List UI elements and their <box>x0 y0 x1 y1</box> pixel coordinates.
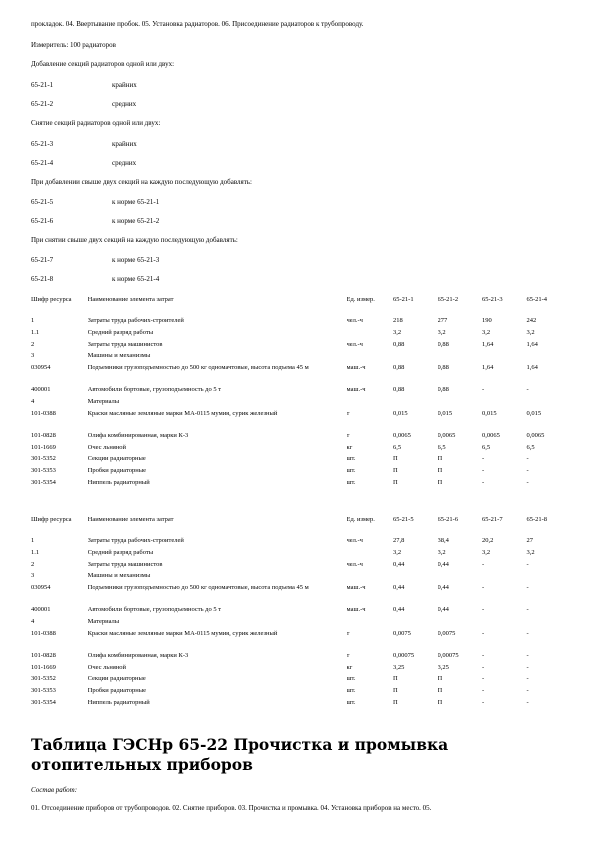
value-cell: 0,0075 <box>437 629 456 637</box>
resource-table-2 <box>31 516 571 711</box>
composition-line: 01. Отсоединение приборов от трубопроводов. 02. Снятие приборов. 03. Прочистка и промывка. 04. Установка приборов на место. 05. <box>31 804 432 812</box>
value-cell: - <box>526 584 529 592</box>
value-cell <box>438 352 482 364</box>
value-cell: - <box>526 675 529 683</box>
value-cell <box>393 398 437 410</box>
value-cell: - <box>526 467 529 475</box>
value-cell: 0,88 <box>393 364 405 372</box>
header-cell: 65-21-6 <box>437 516 459 523</box>
norm-description: средних <box>112 159 137 167</box>
unit-cell: чел.-ч <box>346 537 363 544</box>
table-row <box>31 664 571 676</box>
unit-cell: чел.-ч <box>346 317 363 324</box>
value-cell: - <box>481 478 485 486</box>
unit-cell: шт. <box>346 467 356 475</box>
resource-code-cell: 3 <box>31 352 35 360</box>
unit-cell: шт. <box>346 698 356 706</box>
table-row <box>31 618 571 630</box>
table-row <box>31 455 571 467</box>
resource-name-cell: Затраты труда рабочих-строителей <box>87 537 184 544</box>
value-cell: - <box>481 584 485 592</box>
resource-name-cell: Олифа комбинированная, марки К-3 <box>87 651 189 659</box>
value-cell: 0,44 <box>393 606 405 614</box>
table-row <box>31 675 571 687</box>
value-cell: - <box>526 687 529 695</box>
resource-name-cell: Олифа комбинированная, марки К-3 <box>87 431 189 439</box>
value-cell: П <box>437 687 443 695</box>
resource-name-cell: Затраты труда рабочих-строителей <box>87 317 184 324</box>
value-cell: - <box>526 386 529 394</box>
unit-cell <box>347 572 394 584</box>
header-cell: Наименование элемента затрат <box>87 516 174 523</box>
norm-code: 65-21-8 <box>31 275 54 283</box>
resource-code-cell: 101-1669 <box>31 663 56 671</box>
unit-cell <box>347 352 394 364</box>
value-cell: 218 <box>393 317 403 324</box>
resource-name-cell: Подъемники грузоподъемностью до 500 кг одномачтовые, высота подъема 45 м <box>87 364 309 372</box>
unit-cell: т <box>346 651 350 659</box>
value-cell: 6,5 <box>526 443 535 451</box>
value-cell: 0,0065 <box>393 431 411 439</box>
resource-code-cell: 301-5353 <box>31 687 56 695</box>
value-cell: 1,64 <box>526 340 538 348</box>
table-row <box>31 561 571 573</box>
table-row <box>31 341 571 353</box>
resource-code-cell: 301-5354 <box>31 698 56 706</box>
unit-cell: т <box>346 629 350 637</box>
value-cell: - <box>481 629 485 637</box>
unit-cell: маш.-ч <box>346 386 366 394</box>
value-cell: 20,2 <box>481 537 494 544</box>
norm-description: средних <box>112 100 137 108</box>
unit-cell: чел.-ч <box>346 560 363 568</box>
value-cell <box>393 618 437 630</box>
table-row <box>31 467 571 479</box>
value-cell: - <box>526 651 529 659</box>
resource-code-cell: 3 <box>31 572 35 580</box>
value-cell: - <box>481 698 485 706</box>
value-cell: П <box>437 698 443 706</box>
value-cell: 0,44 <box>437 584 449 592</box>
resource-name-cell: Машины и механизмы <box>87 352 151 360</box>
value-cell: - <box>526 560 529 568</box>
resource-name-cell: Очес льняной <box>87 663 127 671</box>
value-cell <box>482 352 526 364</box>
value-cell: 0,00075 <box>393 651 415 659</box>
unit-cell: шт. <box>346 455 356 463</box>
value-cell: - <box>526 478 529 486</box>
norm-code: 65-21-1 <box>31 81 54 89</box>
resource-name-cell: Пробки радиаторные <box>87 687 147 695</box>
resource-code-cell: 2 <box>31 340 35 348</box>
value-cell <box>393 572 437 584</box>
value-cell: 6,5 <box>481 443 491 451</box>
resource-name-cell: Машины и механизмы <box>87 572 151 580</box>
value-cell: 6,5 <box>437 443 446 451</box>
value-cell: 1,64 <box>481 364 494 372</box>
meter-line: Измеритель: 100 радиаторов <box>31 41 116 49</box>
header-cell: 65-21-3 <box>481 296 503 303</box>
value-cell: - <box>481 386 485 394</box>
norm-description: крайних <box>112 81 137 89</box>
value-cell <box>526 572 571 584</box>
value-cell: 0,0065 <box>526 431 545 439</box>
norm-code: 65-21-4 <box>31 159 54 167</box>
resource-name-cell: Ниппель радиаторный <box>87 478 150 486</box>
resource-code-cell: 1 <box>31 537 35 544</box>
value-cell: 0,015 <box>481 409 497 417</box>
value-cell: 0,00075 <box>437 651 459 659</box>
value-cell: 3,2 <box>393 548 402 556</box>
group-title: При добавлении свыше двух секций на каждую последующую добавлять: <box>31 178 252 186</box>
table-header-row <box>31 516 571 537</box>
header-cell: Наименование элемента затрат <box>87 296 174 303</box>
resource-code-cell: 4 <box>31 397 35 405</box>
value-cell <box>526 618 571 630</box>
value-cell <box>526 352 571 364</box>
value-cell: 277 <box>437 317 448 324</box>
value-cell: П <box>437 467 443 475</box>
resource-code-cell: 301-5353 <box>31 467 56 475</box>
value-cell: 3,25 <box>437 663 449 671</box>
unit-cell: шт. <box>346 675 356 683</box>
resource-name-cell: Затраты труда машинистов <box>87 340 163 348</box>
resource-code-cell: 1.1 <box>31 328 40 336</box>
resource-code-cell: 101-0388 <box>31 409 56 417</box>
value-cell: 0,88 <box>393 386 405 394</box>
header-cell: Шифр ресурса <box>31 516 72 523</box>
table-row <box>31 572 571 584</box>
resource-code-cell: 4 <box>31 617 35 625</box>
value-cell: 1,64 <box>526 364 538 372</box>
norm-description: крайних <box>112 140 137 148</box>
value-cell: - <box>526 629 529 637</box>
table-row <box>31 630 571 652</box>
resource-code-cell: 1.1 <box>31 548 40 556</box>
value-cell: 0,44 <box>437 606 449 614</box>
resource-code-cell: 400001 <box>31 386 51 394</box>
intro-line: прокладок. 04. Ввертывание пробок. 05. Установка радиаторов. 06. Присоединение радиаторов к трубопроводу. <box>31 20 364 28</box>
resource-name-cell: Пробки радиаторные <box>87 467 147 475</box>
group-title: Добавление секций радиаторов одной или двух: <box>31 60 175 68</box>
value-cell: 0,88 <box>437 340 449 348</box>
table-row <box>31 317 571 329</box>
header-cell: Ед. измер. <box>346 296 375 303</box>
value-cell: 242 <box>526 317 537 324</box>
table-row <box>31 386 571 398</box>
unit-cell: т <box>346 409 350 417</box>
unit-cell <box>347 549 394 561</box>
table-row <box>31 352 571 364</box>
value-cell: - <box>481 560 485 568</box>
resource-table-1 <box>31 296 571 491</box>
value-cell <box>482 618 526 630</box>
table-row <box>31 479 571 491</box>
value-cell: - <box>481 651 485 659</box>
table-row <box>31 606 571 618</box>
value-cell: 0,015 <box>437 409 453 417</box>
table-row <box>31 687 571 699</box>
table-row <box>31 652 571 664</box>
value-cell: - <box>481 687 485 695</box>
unit-cell <box>347 329 394 341</box>
resource-name-cell: Ниппель радиаторный <box>87 698 150 706</box>
table-heading: Таблица ГЭСНр 65-22 Прочистка и промывка отопительных приборов <box>31 735 449 774</box>
value-cell <box>482 572 526 584</box>
value-cell: - <box>481 663 485 671</box>
composition-label: Состав работ: <box>31 786 78 794</box>
table-row <box>31 549 571 561</box>
resource-code-cell: 301-5352 <box>31 675 56 683</box>
value-cell: 3,2 <box>526 548 535 556</box>
value-cell: П <box>393 698 398 706</box>
header-cell: 65-21-4 <box>526 296 548 303</box>
value-cell: - <box>481 467 485 475</box>
resource-name-cell: Автомобили бортовые, грузоподъемность до 5 т <box>87 606 222 614</box>
header-cell: Шифр ресурса <box>31 296 72 303</box>
value-cell: 3,25 <box>393 663 405 671</box>
norm-code: 65-21-5 <box>31 198 54 206</box>
value-cell: П <box>393 687 398 695</box>
table-row <box>31 537 571 549</box>
table-row <box>31 584 571 606</box>
table-row <box>31 398 571 410</box>
value-cell: 0,88 <box>437 386 449 394</box>
table-row <box>31 444 571 456</box>
resource-code-cell: 400001 <box>31 606 51 614</box>
value-cell: 0,44 <box>393 584 405 592</box>
resource-code-cell: 2 <box>31 560 35 568</box>
value-cell: 1,64 <box>481 340 494 348</box>
resource-name-cell: Секции радиаторные <box>87 455 146 463</box>
value-cell: 3,2 <box>393 328 402 336</box>
value-cell: 0,0065 <box>481 431 500 439</box>
unit-cell <box>347 618 394 630</box>
resource-name-cell: Затраты труда машинистов <box>87 560 163 568</box>
header-cell: 65-21-7 <box>481 516 503 523</box>
value-cell: 0,44 <box>437 560 449 568</box>
resource-name-cell: Автомобили бортовые, грузоподъемность до 5 т <box>87 386 222 394</box>
value-cell: - <box>526 663 529 671</box>
value-cell <box>438 398 482 410</box>
table-row <box>31 699 571 711</box>
value-cell <box>526 398 571 410</box>
value-cell: - <box>481 455 485 463</box>
value-cell: 0,0065 <box>437 431 456 439</box>
resource-name-cell: Секции радиаторные <box>87 675 146 683</box>
resource-name-cell: Материалы <box>87 617 120 625</box>
unit-cell: шт. <box>346 478 356 486</box>
unit-cell: шт. <box>346 687 356 695</box>
value-cell: - <box>481 675 485 683</box>
value-cell: П <box>393 467 398 475</box>
resource-code-cell: 301-5352 <box>31 455 56 463</box>
norm-description: к норме 65-21-3 <box>112 256 160 264</box>
value-cell: 3,2 <box>481 328 491 336</box>
norm-code: 65-21-2 <box>31 100 54 108</box>
resource-code-cell: 030954 <box>31 364 51 372</box>
resource-name-cell: Подъемники грузоподъемностью до 500 кг одномачтовые, высота подъема 45 м <box>87 584 309 592</box>
header-cell: 65-21-5 <box>393 516 414 523</box>
table-header-row <box>31 296 571 317</box>
value-cell: 0,015 <box>526 409 542 417</box>
value-cell: 0,88 <box>393 340 405 348</box>
norm-code: 65-21-7 <box>31 256 54 264</box>
resource-name-cell: Средний разряд работы <box>87 548 154 556</box>
resource-code-cell: 101-0388 <box>31 629 56 637</box>
table-row <box>31 410 571 432</box>
value-cell: П <box>437 675 443 683</box>
header-cell: 65-21-8 <box>526 516 548 523</box>
value-cell: 3,2 <box>526 328 535 336</box>
value-cell: - <box>481 606 485 614</box>
resource-code-cell: 1 <box>31 317 35 324</box>
group-title: При снятии свыше двух секций на каждую последующую добавлять: <box>31 236 238 244</box>
unit-cell <box>347 398 394 410</box>
value-cell: 0,88 <box>437 364 449 372</box>
value-cell: - <box>526 606 529 614</box>
value-cell: - <box>526 698 529 706</box>
value-cell: 3,2 <box>437 548 446 556</box>
value-cell: 190 <box>481 317 492 324</box>
value-cell: - <box>526 455 529 463</box>
value-cell: П <box>393 675 398 683</box>
unit-cell: маш.-ч <box>346 584 366 592</box>
resource-code-cell: 101-0828 <box>31 651 56 659</box>
resource-name-cell: Очес льняной <box>87 443 127 451</box>
value-cell: 0,015 <box>393 409 408 417</box>
value-cell <box>438 572 482 584</box>
unit-cell: кг <box>346 663 353 671</box>
value-cell: 3,2 <box>481 548 491 556</box>
value-cell: П <box>393 455 398 463</box>
value-cell: 0,0075 <box>393 629 411 637</box>
resource-code-cell: 101-0828 <box>31 431 56 439</box>
unit-cell: маш.-ч <box>346 606 366 614</box>
value-cell <box>393 352 437 364</box>
value-cell: 27 <box>526 537 533 544</box>
value-cell: 38,4 <box>437 537 449 544</box>
header-cell: 65-21-1 <box>393 296 414 303</box>
table-row <box>31 432 571 444</box>
resource-code-cell: 101-1669 <box>31 443 56 451</box>
value-cell: 0,44 <box>393 560 405 568</box>
value-cell: П <box>393 478 398 486</box>
unit-cell: т <box>346 431 350 439</box>
unit-cell: чел.-ч <box>346 340 363 348</box>
value-cell: 3,2 <box>437 328 446 336</box>
resource-code-cell: 301-5354 <box>31 478 56 486</box>
resource-name-cell: Материалы <box>87 397 120 405</box>
value-cell <box>438 618 482 630</box>
header-cell: 65-21-2 <box>437 296 459 303</box>
header-cell: Ед. измер. <box>346 516 375 523</box>
unit-cell: кг <box>346 443 353 451</box>
resource-code-cell: 030954 <box>31 584 51 592</box>
unit-cell: маш.-ч <box>346 364 366 372</box>
table-row <box>31 364 571 386</box>
value-cell <box>482 398 526 410</box>
value-cell: 27,8 <box>393 537 405 544</box>
value-cell: П <box>437 478 443 486</box>
norm-description: к норме 65-21-1 <box>112 198 160 206</box>
resource-name-cell: Средний разряд работы <box>87 328 154 336</box>
resource-name-cell: Краски масляные земляные марки МА-0115 мумия, сурик железный <box>87 409 278 417</box>
table-row <box>31 329 571 341</box>
norm-description: к норме 65-21-4 <box>112 275 160 283</box>
norm-code: 65-21-3 <box>31 140 54 148</box>
resource-name-cell: Краски масляные земляные марки МА-0115 мумия, сурик железный <box>87 629 278 637</box>
norm-code: 65-21-6 <box>31 217 54 225</box>
norm-description: к норме 65-21-2 <box>112 217 160 225</box>
value-cell: 6,5 <box>393 443 402 451</box>
group-title: Снятие секций радиаторов одной или двух: <box>31 119 161 127</box>
value-cell: П <box>437 455 443 463</box>
